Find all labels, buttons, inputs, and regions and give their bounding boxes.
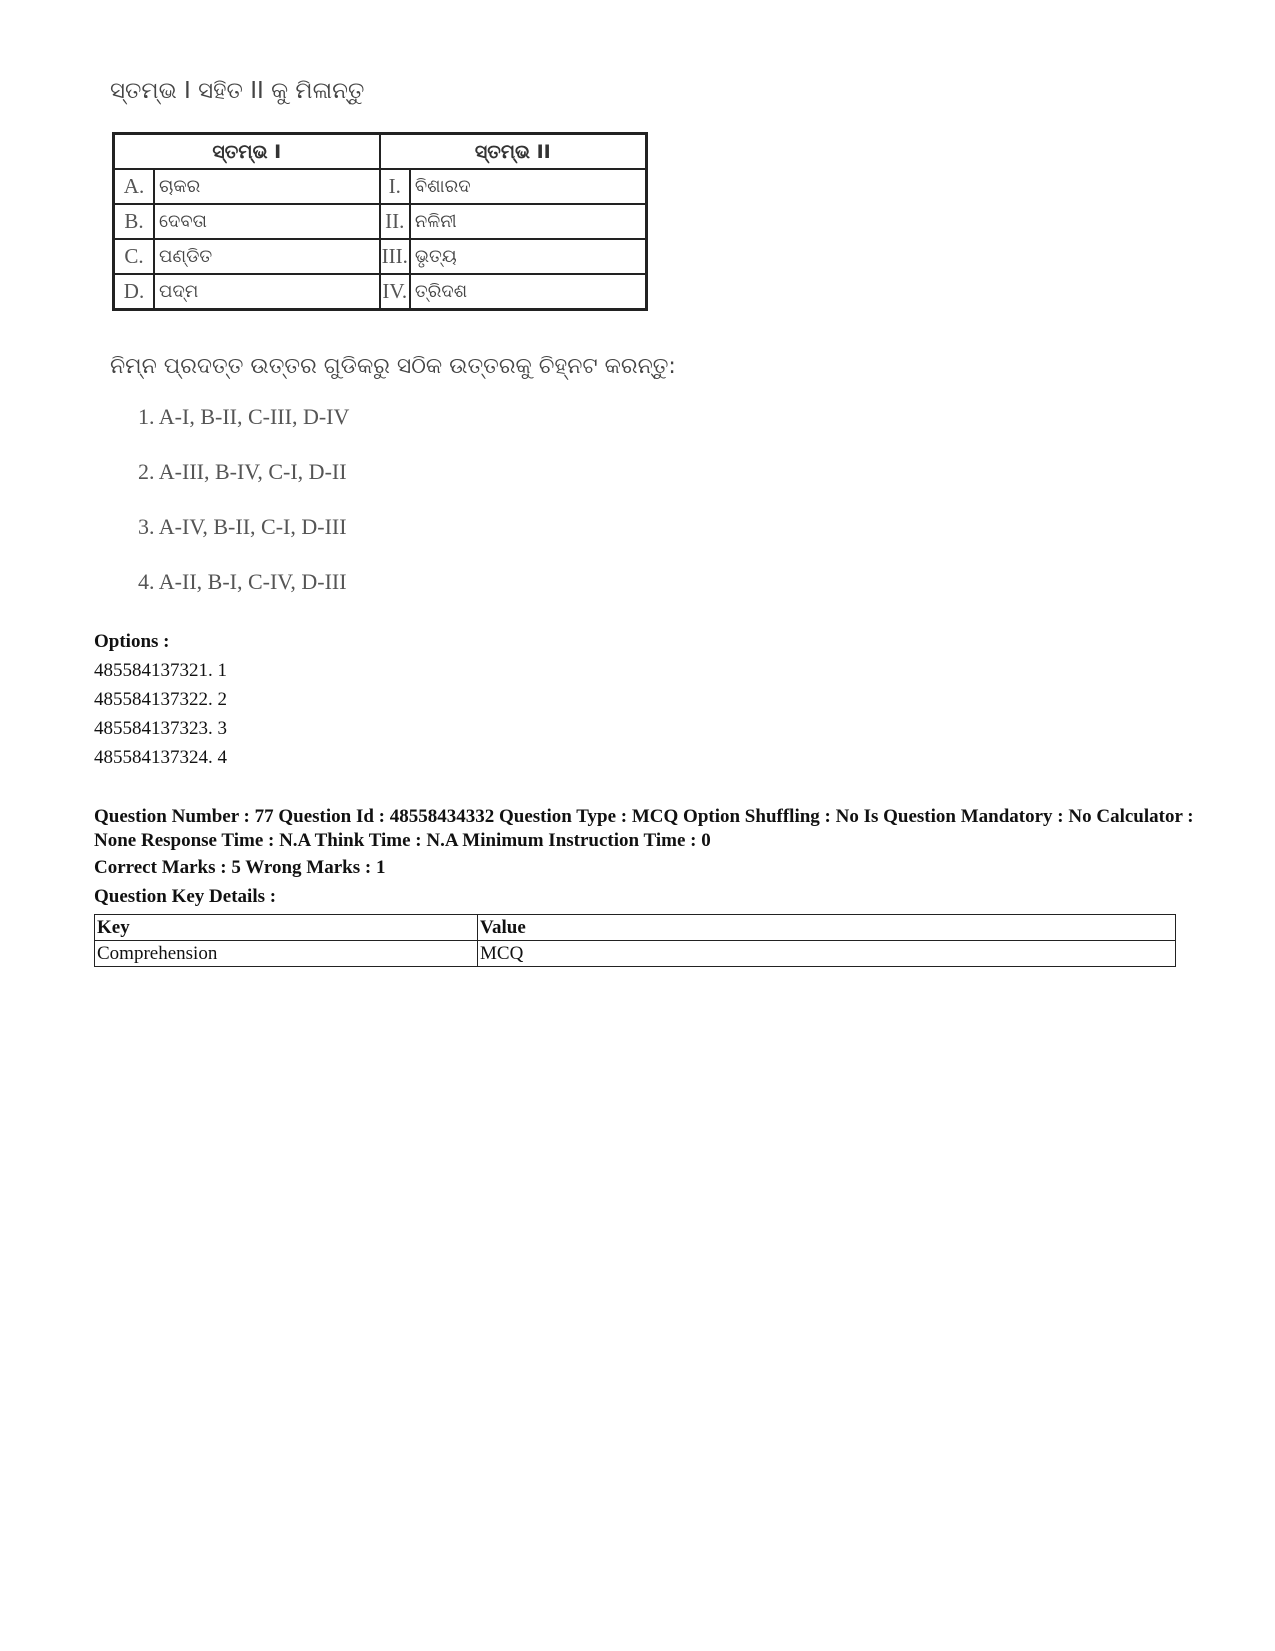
- column-2-cell: ତ୍ରିଦଶ: [410, 274, 647, 310]
- key-cell: Comprehension: [95, 941, 478, 967]
- row-label: IV.: [380, 274, 410, 310]
- match-table: [112, 132, 648, 311]
- value-header: Value: [478, 915, 1176, 941]
- answer-choices: [138, 404, 349, 624]
- key-details-heading: Question Key Details :: [94, 886, 277, 907]
- table-row: [95, 941, 1176, 967]
- option-item: 485584137324. 4: [94, 747, 227, 768]
- match-table-header: [114, 134, 647, 170]
- options-heading: Options :: [94, 631, 170, 652]
- row-label: II.: [380, 204, 410, 239]
- choose-instruction: ନିମ୍ନ ପ୍ରଦତ୍ତ ଉତ୍ତର ଗୁଡିକରୁ ସଠିକ ଉତ୍ତରକୁ ଚିହ୍ନଟ କରନ୍ତୁ:: [110, 354, 676, 379]
- row-label: D.: [114, 274, 155, 310]
- match-table-row: [114, 239, 647, 274]
- match-table-row: [114, 274, 647, 310]
- column-1-cell: ପଣ୍ଡିତ: [154, 239, 380, 274]
- key-details-header-row: [95, 915, 1176, 941]
- key-header: Key: [95, 915, 478, 941]
- row-label: I.: [380, 169, 410, 204]
- question-metadata: Question Number : 77 Question Id : 48558434332 Question Type : MCQ Option Shuffling : No Is Question Mandatory : No Calculator : None Response Time : N.A Think Time : N.A Minimum Instruction Time : 0: [94, 806, 1194, 851]
- answer-choice: 1. A-I, B-II, C-III, D-IV: [138, 404, 350, 429]
- match-table-row: [114, 204, 647, 239]
- match-instruction: ସ୍ତମ୍ଭ I ସହିତ II କୁ ମିଳାନ୍ତୁ: [110, 78, 365, 104]
- row-label: C.: [114, 239, 155, 274]
- row-label: A.: [114, 169, 155, 204]
- options-list: [94, 627, 227, 772]
- column-2-cell: ବିଶାରଦ: [410, 169, 647, 204]
- column-2-cell: ଭୃତ୍ୟ: [410, 239, 647, 274]
- column-1-cell: ଚାକର: [154, 169, 380, 204]
- answer-choice: 4. A-II, B-I, C-IV, D-III: [138, 569, 347, 594]
- marks-line: Correct Marks : 5 Wrong Marks : 1: [94, 857, 386, 878]
- row-label: III.: [380, 239, 410, 274]
- column-1-cell: ପଦ୍ମ: [154, 274, 380, 310]
- value-cell: MCQ: [478, 941, 1176, 967]
- option-item: 485584137323. 3: [94, 718, 227, 739]
- option-item: 485584137321. 1: [94, 660, 227, 681]
- answer-choice: 2. A-III, B-IV, C-I, D-II: [138, 459, 347, 484]
- option-item: 485584137322. 2: [94, 689, 227, 710]
- column-1-header: ସ୍ତମ୍ଭ I: [114, 134, 380, 170]
- column-2-cell: ନଳିନୀ: [410, 204, 647, 239]
- row-label: B.: [114, 204, 155, 239]
- column-1-cell: ଦେବତା: [154, 204, 380, 239]
- column-2-header: ସ୍ତମ୍ଭ II: [380, 134, 647, 170]
- answer-choice: 3. A-IV, B-II, C-I, D-III: [138, 514, 347, 539]
- key-details-table: [94, 914, 1176, 967]
- match-table-row: [114, 169, 647, 204]
